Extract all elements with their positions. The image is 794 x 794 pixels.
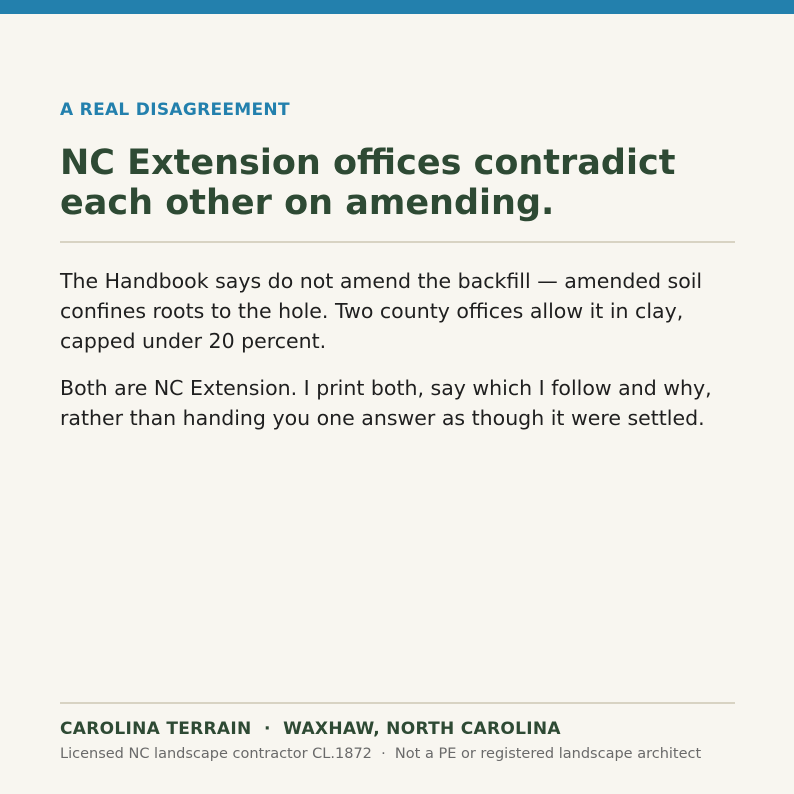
body-paragraph-2: Both are NC Extension. I print both, say which I follow and why, rather than handing you one answer as though it were settled. xyxy=(60,376,712,430)
body-paragraph-1: The Handbook says do not amend the backfill — amended soil confines roots to the hole. Two county offices allow it in clay, capped under 20 percent. xyxy=(60,269,703,353)
top-accent-bar xyxy=(0,0,794,14)
page-title: NC Extension offices contradict each other on amending. xyxy=(60,143,676,223)
eyebrow-label: A REAL DISAGREEMENT xyxy=(60,100,290,120)
footer-divider xyxy=(60,702,735,704)
footer-title: CAROLINA TERRAIN · WAXHAW, NORTH CAROLINA xyxy=(60,719,561,739)
footer-subtitle: Licensed NC landscape contractor CL.1872 · Not a PE or registered landscape architect xyxy=(60,746,702,762)
top-divider xyxy=(60,241,735,243)
